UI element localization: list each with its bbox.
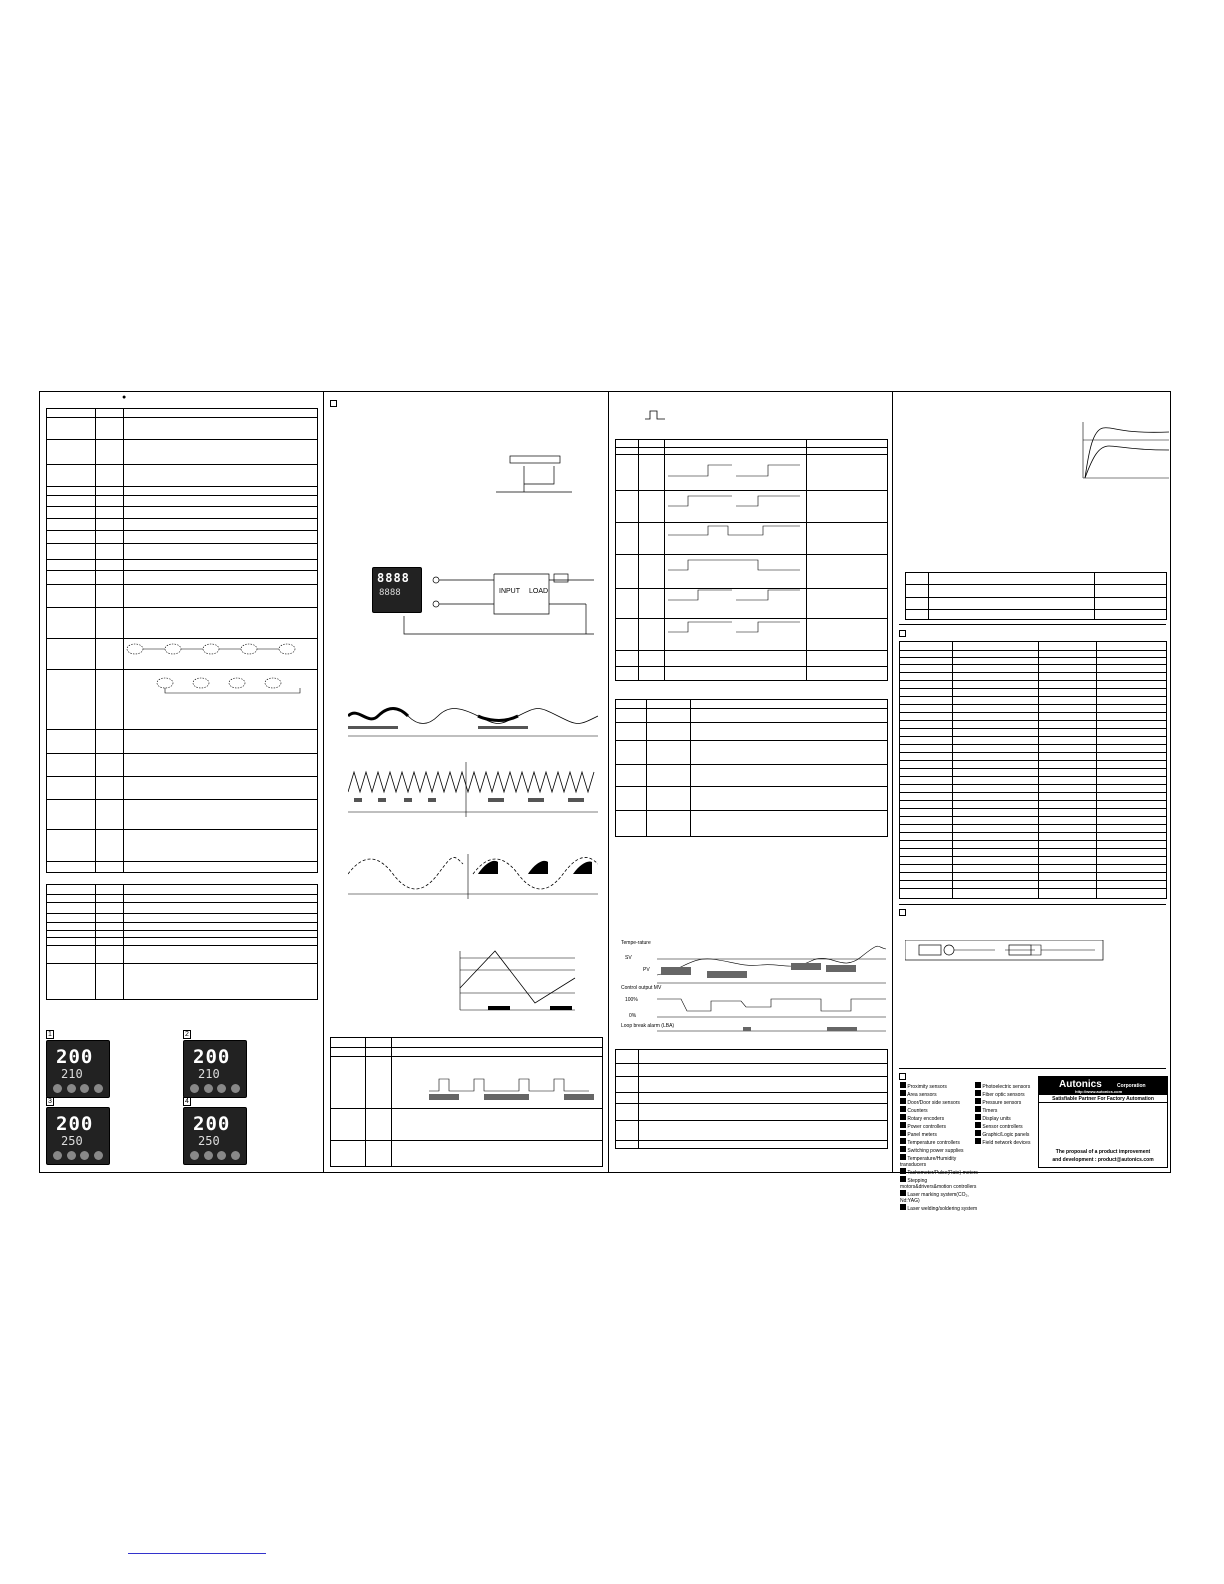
down-key[interactable]	[217, 1151, 226, 1160]
shift-key[interactable]	[67, 1084, 76, 1093]
output-timing-diagram	[429, 1073, 599, 1103]
wiring-diagram	[364, 562, 594, 652]
product-item: Graphic/Logic panels	[975, 1130, 1037, 1138]
column-3	[609, 392, 893, 1172]
down-key[interactable]	[80, 1084, 89, 1093]
sensor-connection-diagram	[905, 940, 1105, 962]
display-step-2-number: 2	[185, 1031, 189, 1038]
instruction-sheet	[39, 391, 1171, 1212]
control-output-label: Control output MV	[621, 985, 662, 991]
down-key[interactable]	[217, 1084, 226, 1093]
product-item: Photoelectric sensors	[975, 1082, 1037, 1090]
up-key[interactable]	[94, 1084, 103, 1093]
column-4	[893, 392, 1172, 1212]
column-1	[40, 392, 324, 1172]
section-marker	[330, 400, 337, 407]
product-item: Proximity sensors	[900, 1082, 980, 1090]
product-item: Power controllers	[900, 1122, 980, 1130]
footer-link-underline	[128, 1553, 266, 1554]
up-key[interactable]	[231, 1084, 240, 1093]
down-key[interactable]	[80, 1151, 89, 1160]
mode-key[interactable]	[53, 1084, 62, 1093]
product-item: Switching power supplies	[900, 1146, 980, 1154]
parameter-list-table	[899, 641, 1167, 899]
mode-key[interactable]	[190, 1151, 199, 1160]
autonics-logo	[1039, 1077, 1167, 1095]
alarm-option-table	[615, 699, 888, 837]
shift-key[interactable]	[204, 1084, 213, 1093]
display-step-1-number: 1	[48, 1031, 52, 1038]
section-marker	[899, 630, 906, 637]
company-box	[1038, 1076, 1168, 1168]
waveform-chart-2	[348, 762, 598, 822]
product-list-left	[900, 1082, 980, 1212]
autotuning-table	[905, 572, 1167, 620]
product-item: Stepping motors&drivers&motion controllers	[900, 1178, 977, 1190]
product-item: Field network devices	[975, 1138, 1037, 1146]
brand-name: Autonics	[1059, 1079, 1102, 1090]
product-item: Sensor controllers	[975, 1122, 1037, 1130]
controller-display-4	[183, 1107, 247, 1165]
display-step-3-number: 3	[48, 1098, 52, 1105]
input-label: INPUT	[499, 588, 520, 595]
product-item: Area sensors	[900, 1090, 980, 1098]
dial-sequence-diagram	[125, 641, 315, 701]
pv-label: PV	[643, 967, 650, 973]
pulse-symbol	[645, 410, 665, 420]
sv-value: 250	[198, 1134, 220, 1148]
load-label: LOAD	[529, 588, 549, 595]
up-key[interactable]	[231, 1151, 240, 1160]
mode-key[interactable]	[53, 1151, 62, 1160]
product-item: Counters	[900, 1106, 980, 1114]
sv-value: 210	[61, 1067, 83, 1081]
alarm-operation-table	[615, 439, 888, 681]
sv-value: 210	[198, 1067, 220, 1081]
brand-suffix: Corporation	[1117, 1083, 1146, 1089]
controller-display-2	[183, 1040, 247, 1098]
brand-slogan: Satisfiable Partner For Factory Automation	[1039, 1096, 1167, 1103]
shift-key[interactable]	[67, 1151, 76, 1160]
brand-url: http://www.autonics.com	[1075, 1089, 1123, 1094]
section-marker	[899, 909, 906, 916]
product-item: Timers	[975, 1106, 1037, 1114]
product-item: Temperature controllers	[900, 1138, 980, 1146]
parameter-table-1	[46, 408, 318, 873]
autotuning-curve	[1079, 420, 1169, 480]
shift-key[interactable]	[204, 1151, 213, 1160]
product-item: Laser welding/soldering system	[900, 1204, 980, 1212]
wiring-digits: 8888	[377, 571, 410, 585]
pct0-label: 0%	[629, 1013, 637, 1019]
product-item: Rotary encoders	[900, 1114, 980, 1122]
column-2	[324, 392, 609, 1172]
sv-label: SV	[625, 955, 632, 961]
parameter-table-3	[330, 1037, 603, 1167]
lba-alarm-label: Loop break alarm (LBA)	[621, 1023, 675, 1029]
product-item: Temperature/Humidity transducers	[900, 1156, 957, 1168]
up-key[interactable]	[94, 1151, 103, 1160]
pv-value: 200	[193, 1113, 231, 1135]
product-item: Display units	[975, 1114, 1037, 1122]
mode-key[interactable]	[190, 1084, 199, 1093]
product-item: Panel meters	[900, 1130, 980, 1138]
proposal-line-2: and development : product@autonics.com	[1052, 1157, 1154, 1163]
lba-chart	[621, 937, 891, 1042]
pv-value: 200	[193, 1046, 231, 1068]
product-list-right	[975, 1082, 1037, 1146]
section-heading-dot: ●	[122, 394, 127, 401]
alarm-timing-diagram	[494, 454, 574, 504]
proportional-band-chart	[450, 948, 580, 1018]
waveform-chart-1	[348, 700, 598, 740]
product-item: Door/Door side sensors	[900, 1098, 980, 1106]
display-step-4-number: 4	[185, 1098, 189, 1105]
product-item: Pressure sensors	[975, 1098, 1037, 1106]
lba-sequence-table	[615, 1049, 888, 1149]
proposal-line-1: The proposal of a product improvement	[1055, 1149, 1151, 1155]
product-item: Laser marking system(CO₂, Nd:YAG)	[900, 1192, 969, 1204]
controller-display-1	[46, 1040, 110, 1098]
pct100-label: 100%	[625, 997, 638, 1003]
pv-value: 200	[56, 1046, 94, 1068]
section-marker	[899, 1073, 906, 1080]
sv-value: 250	[61, 1134, 83, 1148]
product-item: Tachometer/Pulse(Rate) meters	[900, 1168, 980, 1176]
pv-value: 200	[56, 1113, 94, 1135]
controller-display-3	[46, 1107, 110, 1165]
temperature-axis-label: Tempe-rature	[621, 940, 651, 946]
wiring-digits-sv: 8888	[379, 588, 401, 598]
alarm-mode-diagrams	[668, 460, 803, 650]
waveform-chart-3	[348, 854, 598, 904]
parameter-table-2	[46, 884, 318, 1000]
product-item: Fiber optic sensors	[975, 1090, 1037, 1098]
